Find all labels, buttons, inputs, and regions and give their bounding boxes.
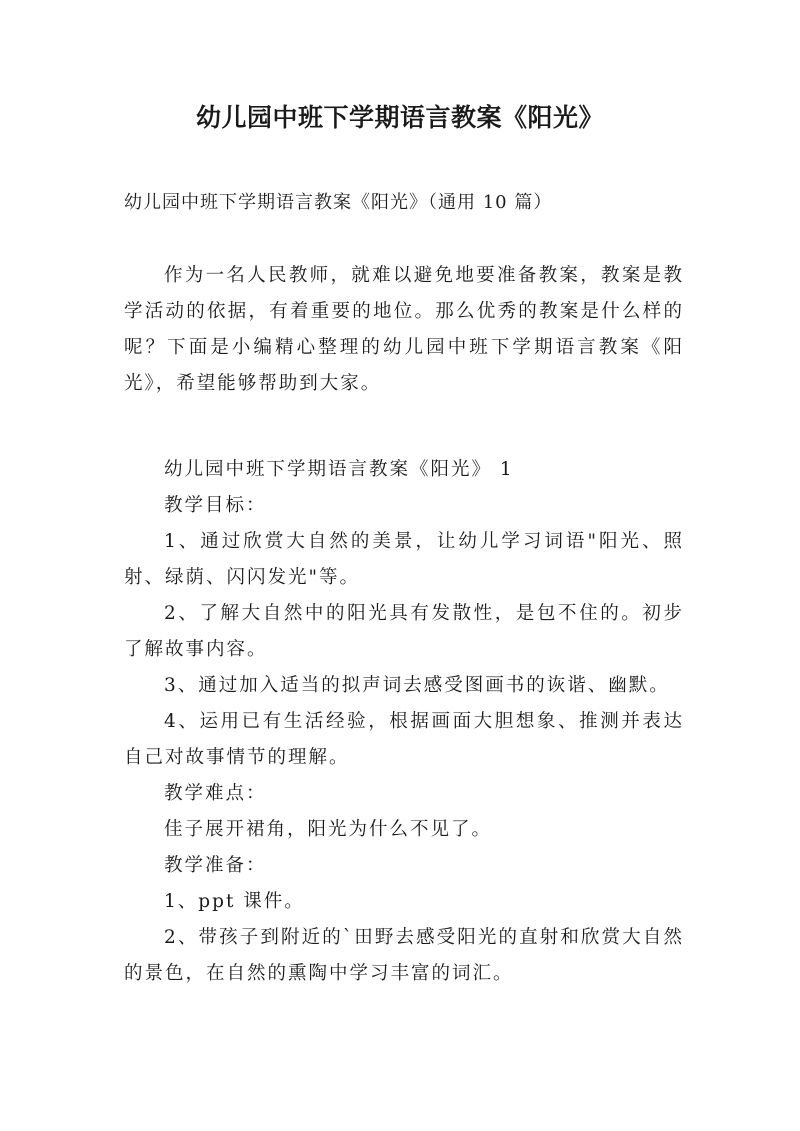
document-body <box>124 452 684 992</box>
difficulty-item: 佳子展开裙角，阳光为什么不见了。 <box>164 819 493 840</box>
goal-item: 4、运用已有生活经验，根据画面大胆想象、推测并表达自己对故事情节的理解。 <box>124 711 684 768</box>
preparation-item: 1、ppt 课件。 <box>164 891 305 912</box>
preparation-item: 2、带孩子到附近的`田野去感受阳光的直射和欣赏大自然的景色，在自然的熏陶中学习丰富的词汇。 <box>124 927 684 984</box>
section-heading: 幼儿园中班下学期语言教案《阳光》 1 <box>164 459 514 480</box>
intro-paragraph: 作为一名人民教师，就难以避免地要准备教案，教案是教学活动的依据，有着重要的地位。那么优秀的教案是什么样的呢？下面是小编精心整理的幼儿园中班下学期语言教案《阳光》，希望能够帮助到大家。 <box>124 265 684 394</box>
difficulty-heading: 教学难点： <box>164 783 267 804</box>
preparation-heading: 教学准备： <box>164 855 267 876</box>
goal-item: 1、通过欣赏大自然的美景，让幼儿学习词语"阳光、照射、绿荫、闪闪发光"等。 <box>124 531 684 588</box>
document-title: 幼儿园中班下学期语言教案《阳光》 <box>195 103 604 132</box>
goals-heading: 教学目标： <box>164 495 267 516</box>
goal-item: 3、通过加入适当的拟声词去感受图画书的诙谐、幽默。 <box>164 675 670 696</box>
goal-item: 2、了解大自然中的阳光具有发散性，是包不住的。初步了解故事内容。 <box>124 603 684 660</box>
document-subtitle: 幼儿园中班下学期语言教案《阳光》（通用 10 篇） <box>124 192 553 213</box>
